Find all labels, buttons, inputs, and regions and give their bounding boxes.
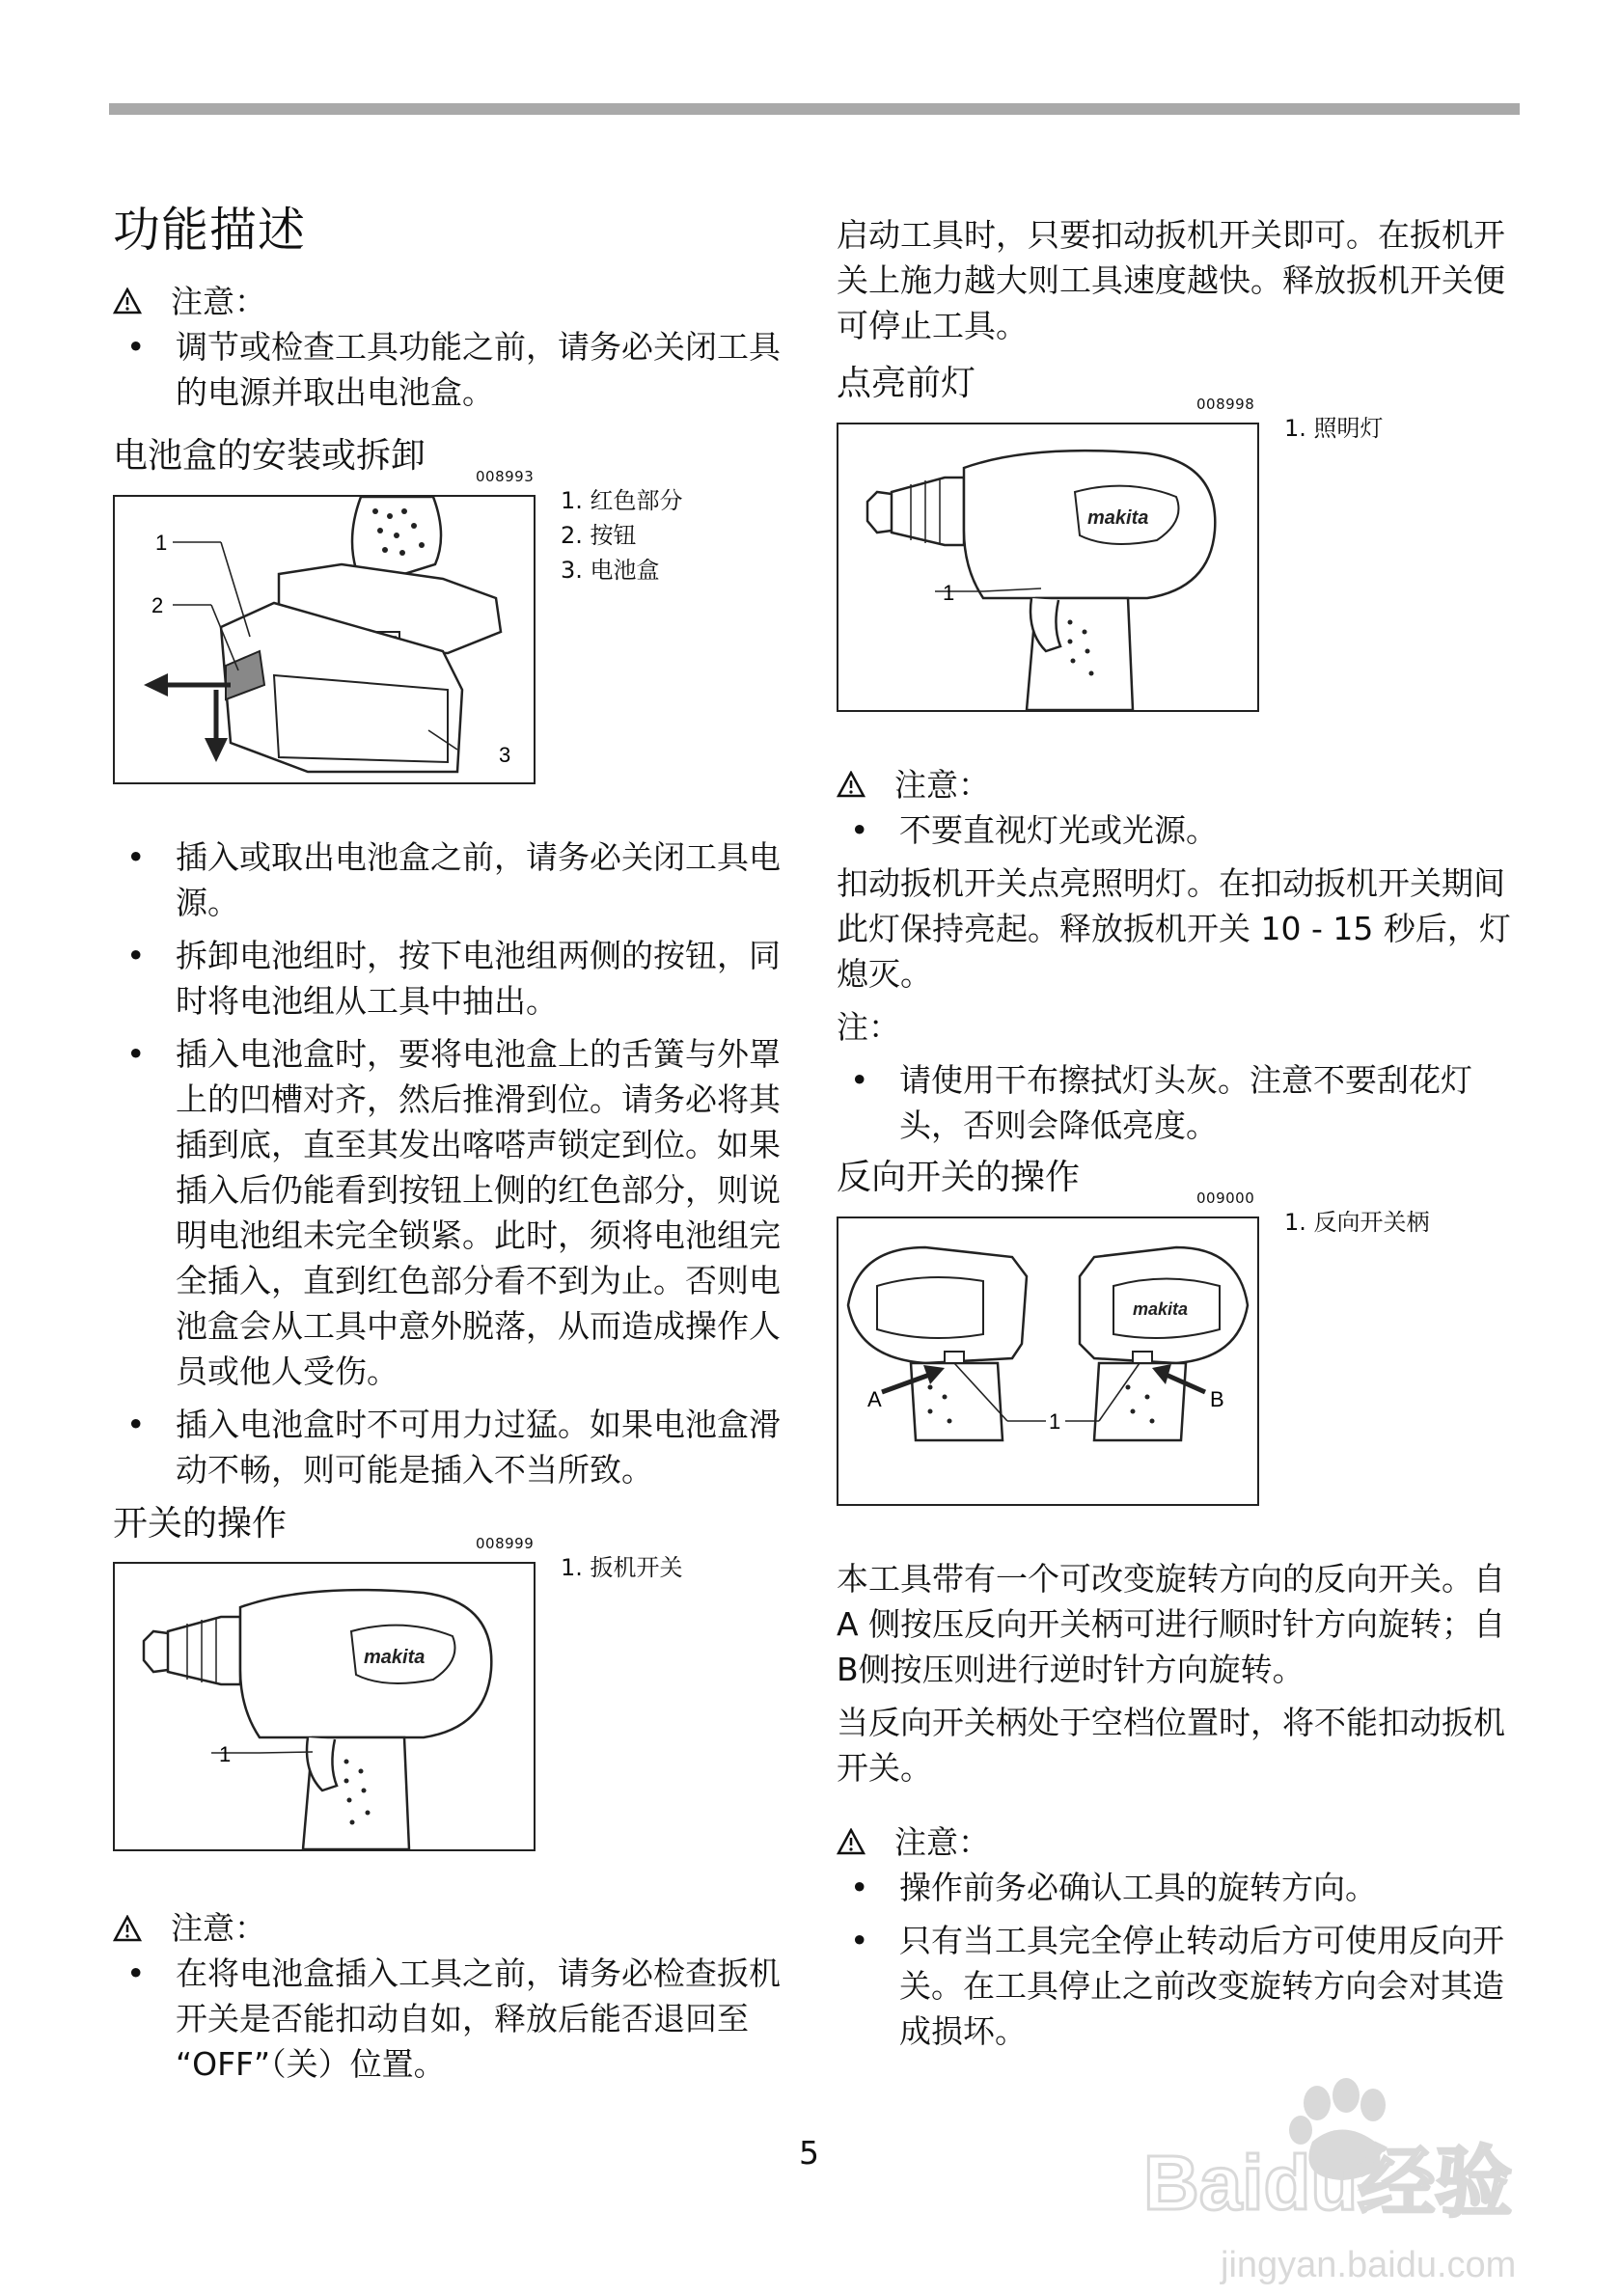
section-heading-lamp: 点亮前灯	[837, 364, 976, 403]
list-item: • 请使用干布擦拭灯头灰。注意不要刮花灯头，否则会降低亮度。	[850, 1060, 1472, 1144]
notice-header	[837, 1819, 1524, 1865]
list-item: • 调节或检查工具功能之前，请务必关闭工具的电源并取出电池盒。	[126, 327, 781, 411]
baidu-watermark	[1129, 2074, 1544, 2296]
list-item: • 在将电池盒插入工具之前，请务必检查扳机开关是否能扣动自如，释放后能否退回至 “OFF”（关）位置。	[126, 1954, 781, 2084]
notice-label: 注意：	[171, 282, 266, 320]
svg-text:makita: makita	[364, 1647, 426, 1669]
reverse-paragraph-2: 当反向开关柄处于空档位置时，将不能扣动扳机开关。	[837, 1703, 1505, 1787]
reverse-switch-illustration	[838, 1218, 1257, 1504]
figure-legend	[1284, 411, 1384, 446]
warning-icon	[837, 1828, 865, 1855]
list-item: • 操作前务必确认工具的旋转方向。	[850, 1868, 1377, 1906]
callout-1: 1	[219, 1742, 232, 1767]
notice-list	[837, 1865, 1524, 2054]
right-column	[837, 212, 1524, 2062]
figure-code: 009000	[1196, 1189, 1255, 1207]
callout-2: 2	[151, 592, 164, 617]
callout-3: 3	[499, 742, 511, 767]
notice-list	[837, 807, 1524, 853]
notice-header	[113, 1905, 800, 1951]
section-heading-switch: 开关的操作	[113, 1503, 288, 1544]
notice-header	[113, 279, 800, 324]
legend-item: 1. 反向开关柄	[1284, 1208, 1430, 1236]
section-heading-reverse: 反向开关的操作	[837, 1157, 1081, 1197]
list-item: • 不要直视灯光或光源。	[850, 810, 1218, 849]
figure-code: 008993	[476, 467, 535, 485]
list-item: • 插入或取出电池盒之前，请务必关闭工具电源。	[126, 837, 781, 921]
warning-icon	[113, 287, 142, 314]
intro-paragraph: 启动工具时，只要扣动扳机开关即可。在扳机开关上施力越大则工具速度越快。释放扳机开关便可停止工具。	[837, 216, 1505, 344]
battery-illustration	[115, 497, 534, 782]
note-list	[837, 1057, 1524, 1148]
callout-1: 1	[155, 530, 168, 555]
warning-icon	[837, 771, 865, 798]
drill-illustration	[838, 424, 1257, 710]
figure-switch	[113, 1535, 800, 1851]
notice-label: 注意：	[171, 1909, 266, 1948]
note-label: 注：	[837, 1007, 900, 1046]
legend-item: 1. 红色部分	[561, 486, 683, 514]
figure-battery-box	[113, 495, 536, 784]
legend-item: 3. 电池盒	[561, 556, 660, 584]
callout-1: 1	[1049, 1408, 1061, 1434]
figure-code: 008999	[476, 1535, 535, 1553]
reverse-paragraph-1: 本工具带有一个可改变旋转方向的反向开关。自 A 侧按压反向开关柄可进行顺时针方向旋转；自B侧按压则进行逆时针方向旋转。	[837, 1559, 1506, 1688]
figure-legend	[561, 1550, 683, 1585]
notice-header	[837, 762, 1524, 807]
figure-switch-box	[113, 1562, 536, 1851]
notice-list	[113, 1951, 800, 2087]
figure-legend	[1284, 1205, 1430, 1240]
list-item: • 拆卸电池组时，按下电池组两侧的按钮，同时将电池组从工具中抽出。	[126, 936, 781, 1020]
svg-text:makita: makita	[1133, 1298, 1189, 1319]
notice-label: 注意：	[894, 765, 990, 804]
notice-list	[113, 324, 800, 415]
drill-illustration	[115, 1564, 534, 1849]
page-number: 5	[799, 2134, 819, 2172]
notice-label: 注意：	[894, 1822, 990, 1861]
figure-battery	[113, 467, 800, 784]
left-column	[113, 203, 800, 2094]
top-rule	[109, 103, 1520, 115]
figure-lamp	[837, 395, 1524, 712]
page-title: 功能描述	[113, 203, 307, 258]
callout-b: B	[1210, 1386, 1224, 1411]
section-heading-battery: 电池盒的安装或拆卸	[113, 435, 426, 476]
lamp-paragraph: 扣动扳机开关点亮照明灯。在扣动扳机开关期间此灯保持亮起。释放扳机开关 10 - 15 秒后，灯熄灭。	[837, 863, 1511, 993]
list-item: • 插入电池盒时，要将电池盒上的舌簧与外罩上的凹槽对齐，然后推滑到位。请务必将其插到底，直至其发出喀嗒声锁定到位。如果插入后仍能看到按钮上侧的红色部分，则说明电池组未完全锁紧。此时，须将电池组完全插入，直到红色部分看不到为止。否则电池盒会从工具中意外脱落，从而造成操作人员或他人受伤。	[126, 1034, 781, 1390]
warning-icon	[113, 1915, 142, 1942]
svg-text:jingyan.baidu.com: jingyan.baidu.com	[1221, 2245, 1517, 2285]
svg-text:Baidu经验: Baidu经验	[1143, 2140, 1513, 2226]
callout-1: 1	[943, 580, 955, 605]
figure-reverse	[837, 1189, 1524, 1506]
figure-reverse-box	[837, 1216, 1259, 1506]
legend-item: 1. 扳机开关	[561, 1554, 683, 1582]
list-item: • 只有当工具完全停止转动后方可使用反向开关。在工具停止之前改变旋转方向会对其造成损坏。	[850, 1921, 1504, 2050]
legend-item: 1. 照明灯	[1284, 414, 1384, 442]
battery-list	[113, 834, 800, 1492]
figure-lamp-box	[837, 423, 1259, 712]
legend-item: 2. 按钮	[561, 521, 637, 549]
callout-a: A	[867, 1386, 882, 1411]
svg-text:makita: makita	[1087, 506, 1149, 529]
figure-code: 008998	[1196, 395, 1255, 413]
figure-legend	[561, 483, 683, 588]
list-item: • 插入电池盒时不可用力过猛。如果电池盒滑动不畅，则可能是插入不当所致。	[126, 1405, 781, 1489]
